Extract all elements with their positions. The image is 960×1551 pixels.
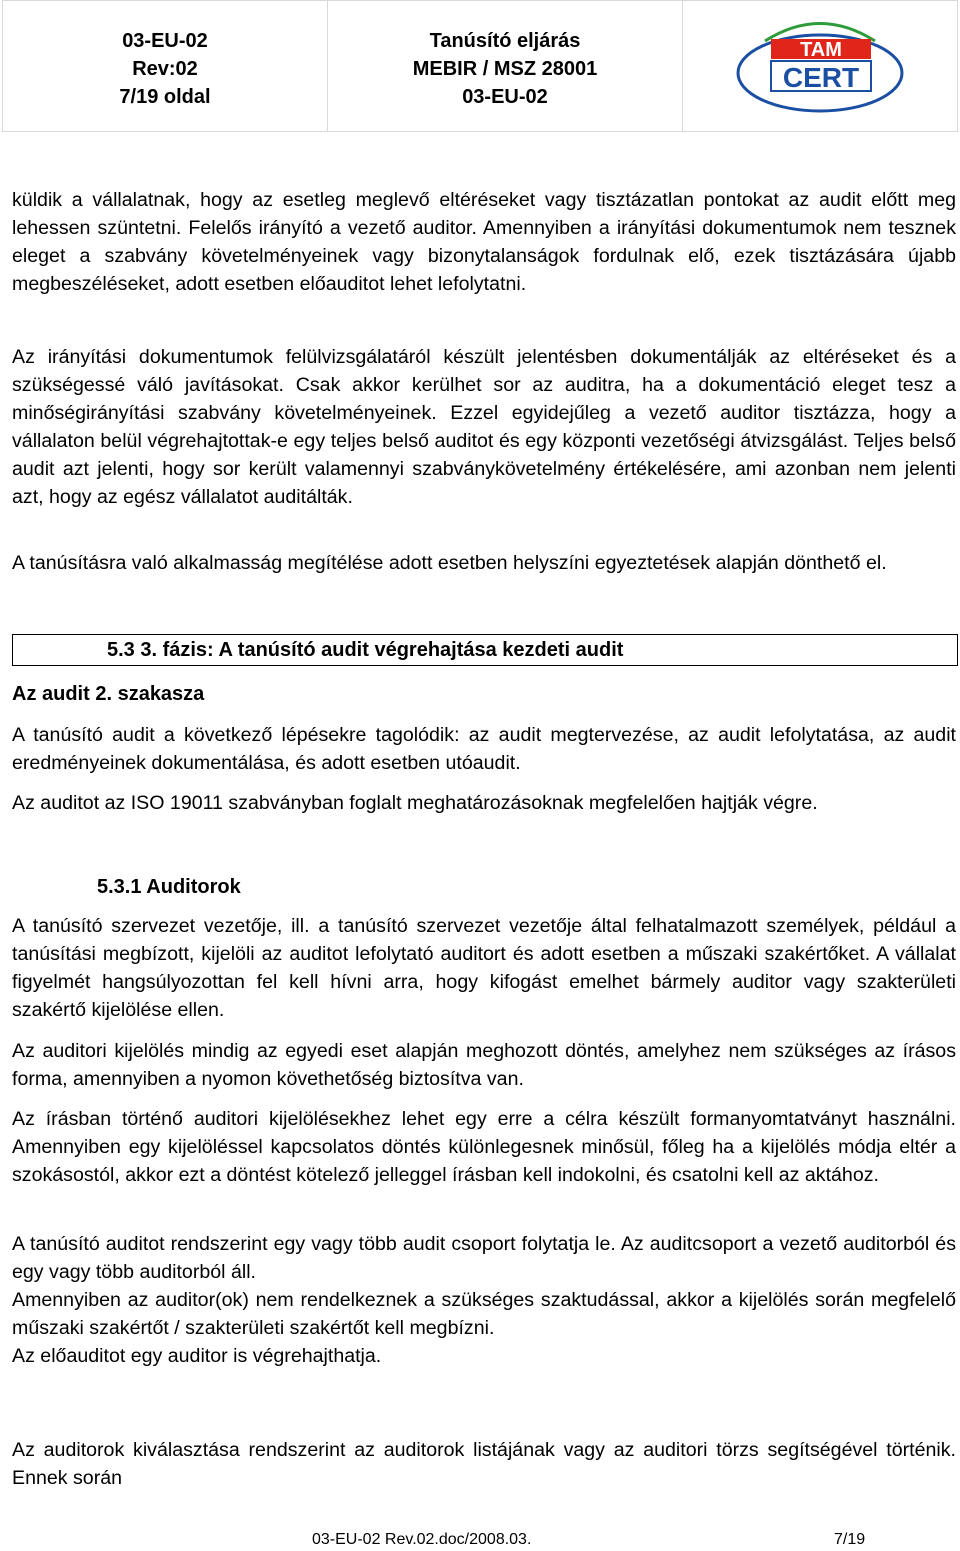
header-doc-id: 03-EU-02 — [122, 30, 208, 52]
footer-doc: 03-EU-02 Rev.02.doc/2008.03. — [312, 1531, 532, 1548]
section-heading: 5.3 3. fázis: A tanúsító audit végrehajtása kezdeti audit — [107, 639, 624, 661]
header-page: 7/19 oldal — [119, 86, 211, 108]
paragraph-2: Az irányítási dokumentumok felülvizsgálatáról készült jelentésben dokumentálják az eltéréseket és a szükségessé váló javításokat. Csak akkor kerülhet sor az auditra, ha a dokumentáció eleget tesz a minőségirányítási szabvány követelményeinek. Ezzel egyidejűleg a vezető auditor tisztázza, hogy a vállalaton belül végrehajtottak-e egy teljes belső auditot és egy központi vezetőségi átvizsgálást. Teljes belső audit azt jelenti, hogy sor került valamennyi szabványkövetelmény értékelésére, ami azonban nem jelenti azt, hogy az egész vállalatot auditálták. — [12, 346, 956, 508]
paragraph-12: Az auditorok kiválasztása rendszerint az auditorok listájának vagy az auditori törzs segítségével történik. Ennek során — [12, 1439, 956, 1489]
stage-heading: Az audit 2. szakasza — [12, 683, 205, 705]
paragraph-10: Amennyiben az auditor(ok) nem rendelkeznek a szükséges szaktudással, akkor a kijelölés során megfelelő műszaki szakértőt / szakterületi szakértőt kell megbízni. — [12, 1289, 956, 1339]
header-standard: MEBIR / MSZ 28001 — [412, 58, 598, 80]
auditors-heading: 5.3.1 Auditorok — [97, 876, 241, 898]
header-title: Tanúsító eljárás — [429, 30, 581, 52]
section-heading-box — [12, 634, 958, 666]
paragraph-7: Az auditori kijelölés mindig az egyedi eset alapján meghozott döntés, amelyhez nem szükséges az írásos forma, amennyiben a nyomon követhetőség biztosítva van. — [12, 1040, 956, 1090]
header-logo-cell — [683, 1, 957, 131]
paragraph-4: A tanúsító audit a következő lépésekre tagolódik: az audit megtervezése, az audit lefolytatása, az audit eredményeinek dokumentálása, és adott esetben utóaudit. — [12, 724, 956, 774]
paragraph-9: A tanúsító auditot rendszerint egy vagy több audit csoport folytatja le. Az auditcsoport a vezető auditorból és egy vagy több auditorból áll. — [12, 1233, 956, 1283]
header-doc-info — [3, 1, 328, 131]
header-code: 03-EU-02 — [462, 86, 548, 108]
paragraph-11: Az előauditot egy auditor is végrehajthatja. — [12, 1345, 382, 1367]
logo-text-bottom: CERT — [782, 62, 860, 93]
footer-page: 7/19 — [834, 1531, 866, 1548]
header-rev: Rev:02 — [132, 58, 198, 80]
paragraph-1: küldik a vállalatnak, hogy az esetleg meglevő eltéréseket vagy tisztázatlan pontokat az audit előtt meg lehessen szüntetni. Felelős irányító a vezető auditor. Amennyiben a irányítási dokumentumok nem tesznek eleget a szabvány követelményeinek vagy bizonytalanságok fordulnak elő, ezek tisztázására újabb megbeszéléseket, adott esetben előauditot lehet lefolytatni. — [12, 189, 956, 295]
paragraph-8: Az írásban történő auditori kijelölésekhez lehet egy erre a célra készült formanyomtatványt használni. Amennyiben egy kijelöléssel kapcsolatos döntés különlegesnek minősül, főleg ha a kijelölés módja eltér a szokásostól, akkor ezt a döntést kötelező jelleggel írásban kell indokolni, és csatolni kell az aktához. — [12, 1108, 956, 1186]
paragraph-3: A tanúsításra való alkalmasság megítélése adott esetben helyszíni egyeztetések alapján dönthető el. — [12, 552, 887, 574]
logo-text-top: TAM — [800, 39, 842, 61]
tamcert-logo — [725, 11, 915, 121]
page-header — [2, 0, 958, 132]
paragraph-6: A tanúsító szervezet vezetője, ill. a tanúsító szervezet vezetője által felhatalmazott személyek, például a tanúsítási megbízott, kijelöli az auditot lefolytató auditort és adott esetben a műszaki szakértőket. A vállalat figyelmét hangsúlyozottan fel kell hívni arra, hogy kifogást emelhet bármely auditor vagy szakterületi szakértő kijelölése ellen. — [12, 915, 956, 1021]
paragraph-5: Az auditot az ISO 19011 szabványban foglalt meghatározásoknak megfelelően hajtják végre. — [12, 792, 818, 814]
header-title-block — [328, 1, 683, 131]
